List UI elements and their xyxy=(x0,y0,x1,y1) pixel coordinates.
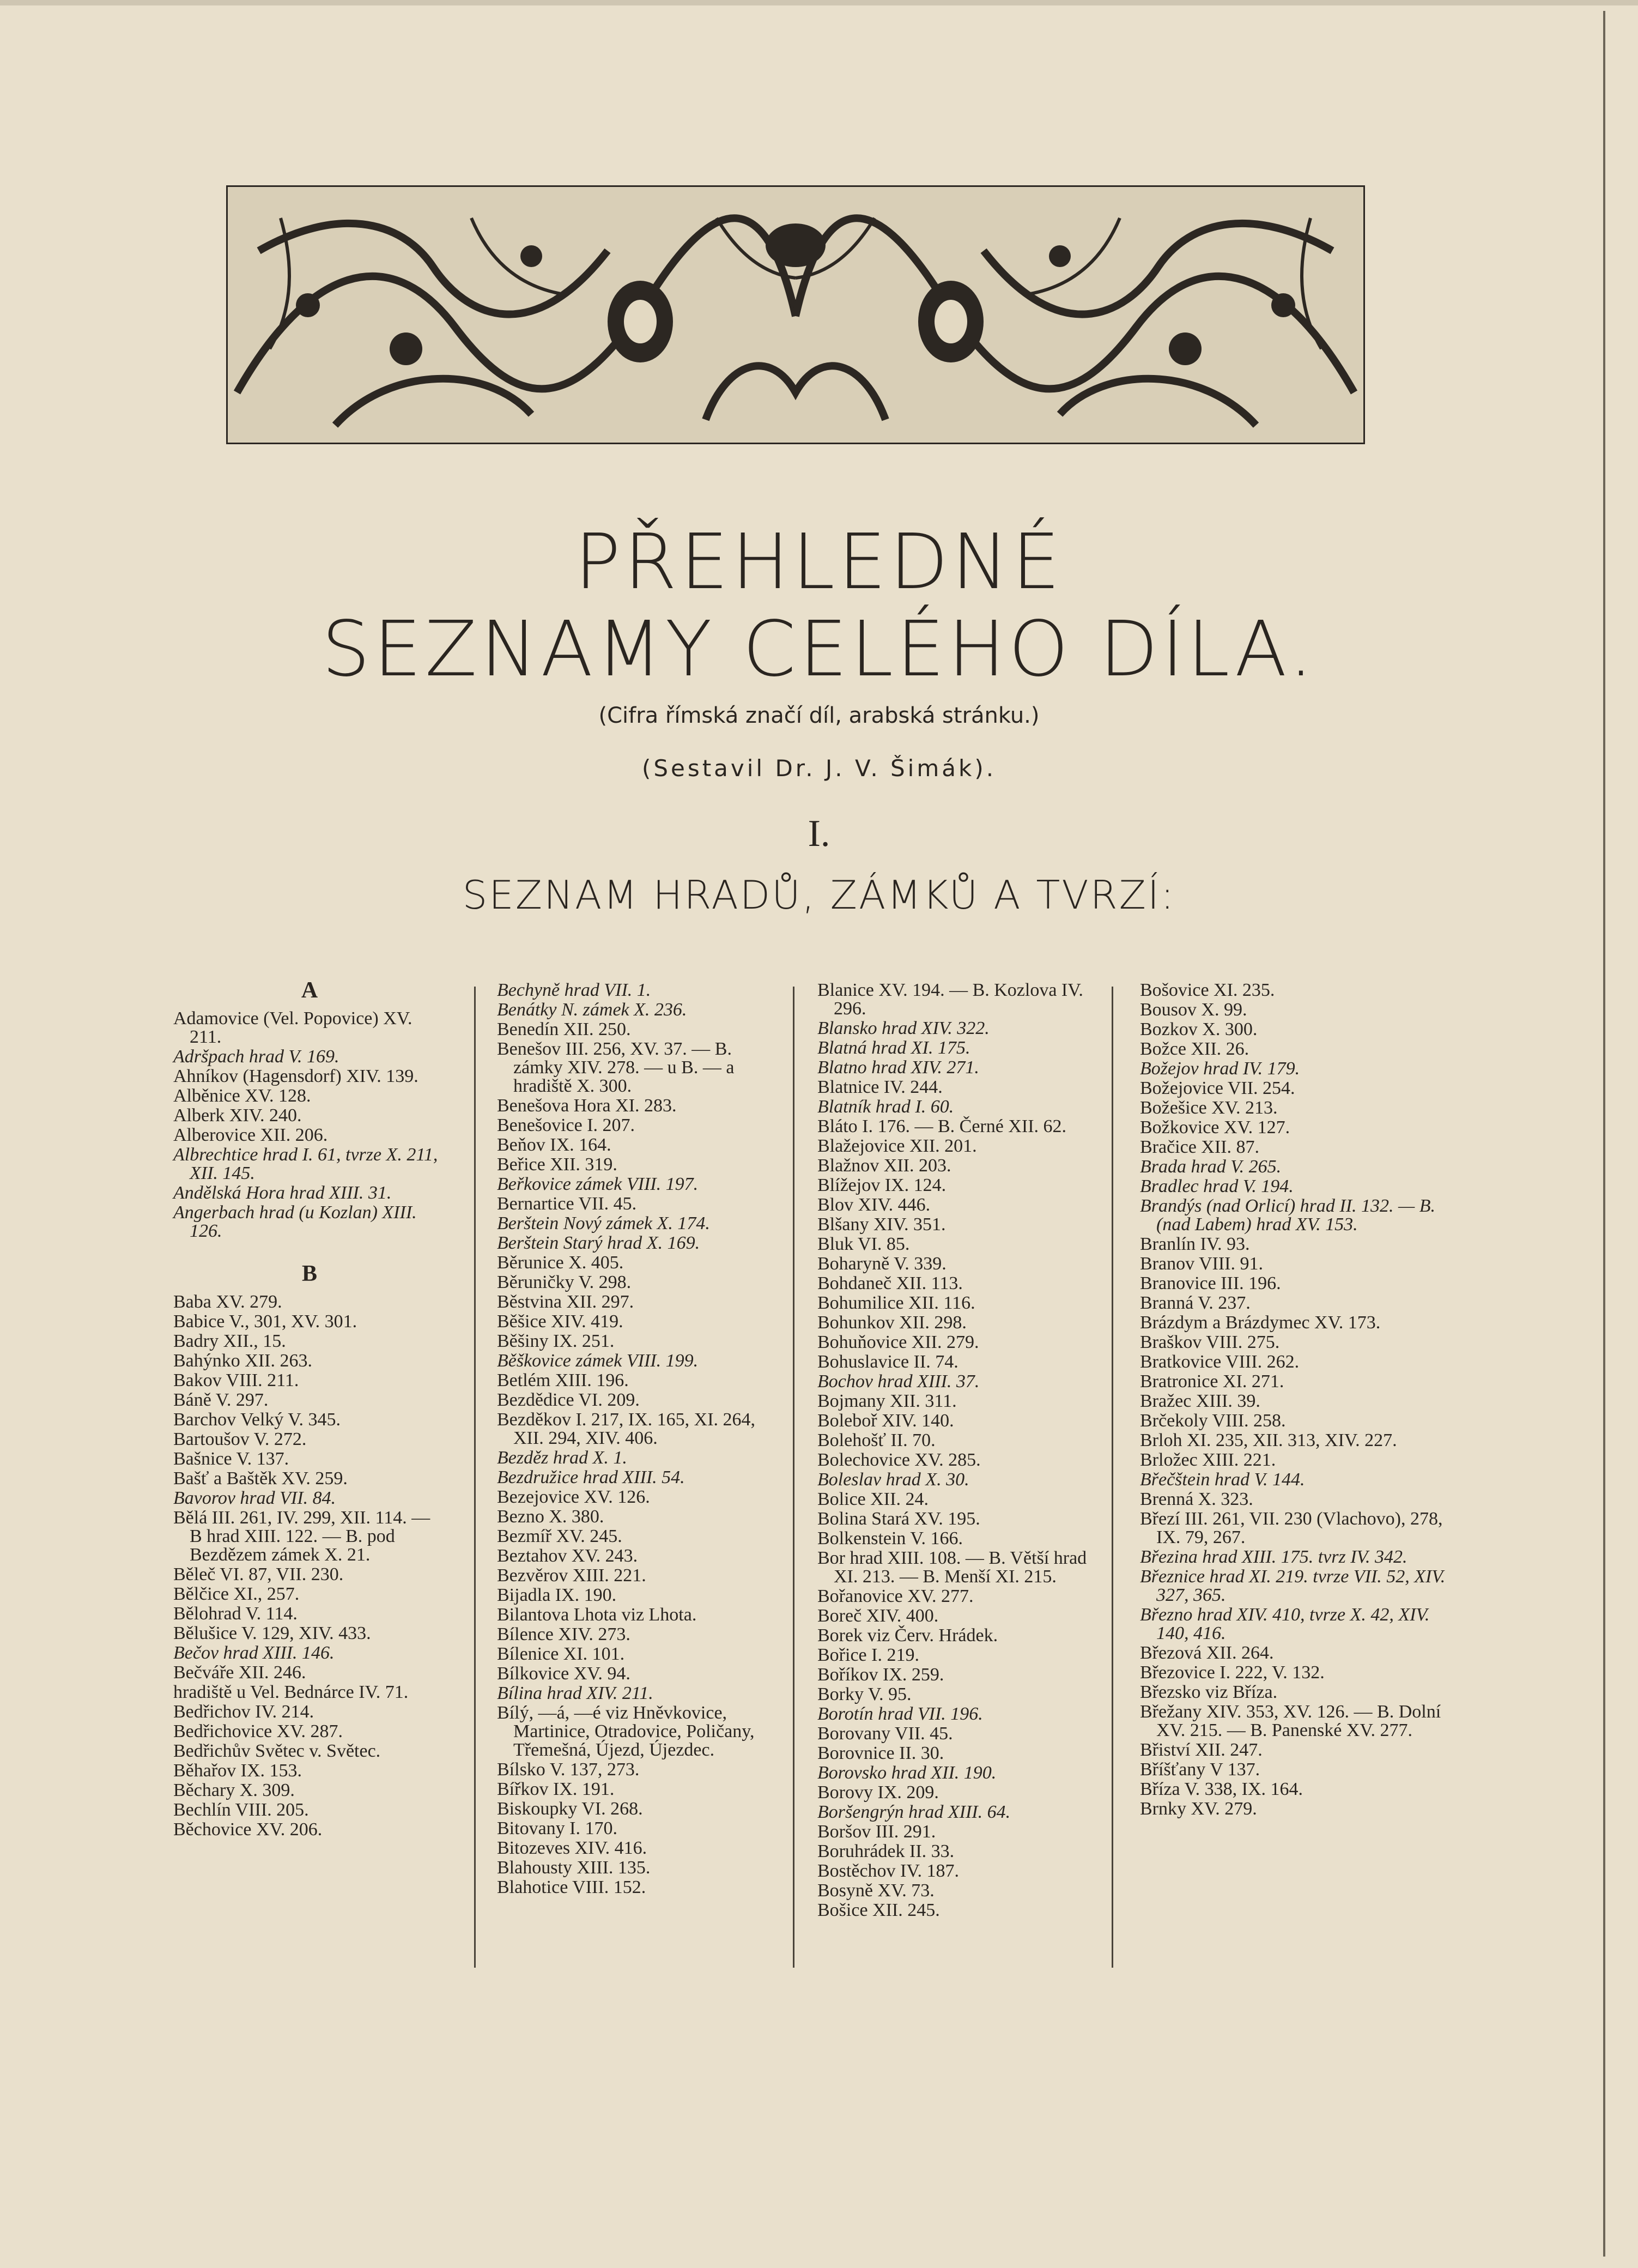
index-entry: Bozkov X. 300. xyxy=(1140,1019,1258,1039)
index-entry: Bílý, —á, —é viz Hněvkovice, Martinice, Otradovice, Poličany, Třemešná, Újezd, Újezdec. xyxy=(497,1703,755,1760)
index-entry: Běchovice XV. 206. xyxy=(173,1819,323,1840)
index-entry: Bohunkov XII. 298. xyxy=(817,1313,967,1333)
index-entry: Bečov hrad XIII. 146. xyxy=(173,1643,335,1663)
index-entry: Brčekoly VIII. 258. xyxy=(1140,1411,1286,1431)
index-entry: Benešova Hora XI. 283. xyxy=(497,1096,677,1116)
index-entry: Babice V., 301, XV. 301. xyxy=(173,1311,357,1332)
index-entry: Beztahov XV. 243. xyxy=(497,1546,638,1566)
top-edge xyxy=(0,0,1638,5)
index-entry: Blšany XIV. 351. xyxy=(817,1214,946,1235)
index-entry: Benešovice I. 207. xyxy=(497,1115,635,1135)
index-entry: Běšice XIV. 419. xyxy=(497,1311,623,1332)
index-entry: Běchary X. 309. xyxy=(173,1780,295,1800)
index-entry: Albrechtice hrad I. 61, tvrze X. 211, XII. 145. xyxy=(173,1145,438,1183)
index-entry: Břežany XIV. 353, XV. 126. — B. Dolní XV. 215. — B. Panenské XV. 277. xyxy=(1140,1702,1441,1740)
index-column-2 xyxy=(497,981,769,1898)
index-entry: Badry XII., 15. xyxy=(173,1331,286,1351)
index-entry: Bílence XIV. 273. xyxy=(497,1624,630,1644)
index-entry: Blatnice IV. 244. xyxy=(817,1077,943,1097)
index-entry: Borovsko hrad XII. 190. xyxy=(817,1763,997,1783)
index-entry: Bousov X. 99. xyxy=(1140,1000,1247,1020)
index-entry: Berštein Starý hrad X. 169. xyxy=(497,1233,700,1253)
index-entry: Bohumilice XII. 116. xyxy=(817,1293,975,1313)
index-entry: Bratronice XI. 271. xyxy=(1140,1371,1284,1392)
index-entry: Beřice XII. 319. xyxy=(497,1154,617,1175)
index-entry: Bedřichovice XV. 287. xyxy=(173,1721,343,1741)
index-entry: Bříšťany V 137. xyxy=(1140,1759,1260,1780)
index-entry: Bilantova Lhota viz Lhota. xyxy=(497,1605,697,1625)
index-entry: Bezejovice XV. 126. xyxy=(497,1487,650,1507)
index-entry: Beřkovice zámek VIII. 197. xyxy=(497,1174,699,1194)
index-entry: Brada hrad V. 265. xyxy=(1140,1157,1282,1177)
index-entry: Bezno X. 380. xyxy=(497,1507,604,1527)
index-entry: Boršov III. 291. xyxy=(817,1822,936,1842)
index-entry: Baba XV. 279. xyxy=(173,1292,282,1312)
index-entry: Bělohrad V. 114. xyxy=(173,1604,298,1624)
index-entry: Alberovice XII. 206. xyxy=(173,1125,328,1145)
index-entry: Bělušice V. 129, XIV. 433. xyxy=(173,1623,371,1643)
section-heading: SEZNAM HRADŮ, ZÁMKŮ A TVRZÍ: xyxy=(462,872,1176,918)
index-entry: Běrunice X. 405. xyxy=(497,1253,624,1273)
index-entry: Březno hrad XIV. 410, tvrze X. 42, XIV. 140, 416. xyxy=(1140,1605,1430,1643)
index-entry: Blatník hrad I. 60. xyxy=(817,1097,954,1117)
subtitle-author: (Sestavil Dr. J. V. Šimák). xyxy=(641,755,997,782)
index-entry: Bijadla IX. 190. xyxy=(497,1585,617,1605)
index-entry: Alberk XIV. 240. xyxy=(173,1105,302,1126)
index-entry: Brenná X. 323. xyxy=(1140,1489,1253,1509)
index-entry: Alběnice XV. 128. xyxy=(173,1086,311,1106)
index-entry: Benátky N. zámek X. 236. xyxy=(497,1000,687,1020)
index-entry: Bechyně hrad VII. 1. xyxy=(497,980,651,1000)
index-entry: Bílina hrad XIV. 211. xyxy=(497,1683,653,1703)
index-entry: Bernartice VII. 45. xyxy=(497,1194,637,1214)
index-entry: Angerbach hrad (u Kozlan) XIII. 126. xyxy=(173,1202,417,1241)
index-entry: Bořice I. 219. xyxy=(817,1645,919,1665)
index-entry: Bedřichov IV. 214. xyxy=(173,1702,314,1722)
index-entry: Bakov VIII. 211. xyxy=(173,1370,299,1390)
index-entry: Bartoušov V. 272. xyxy=(173,1429,307,1449)
index-entry: Boršengrýn hrad XIII. 64. xyxy=(817,1802,1011,1822)
index-entry: Blažnov XII. 203. xyxy=(817,1156,951,1176)
index-entry: Blov XIV. 446. xyxy=(817,1195,931,1215)
index-entry: Blížejov IX. 124. xyxy=(817,1175,947,1195)
index-entry: Březí III. 261, VII. 230 (Vlachovo), 278, IX. 79, 267. xyxy=(1140,1509,1443,1547)
index-entry: Bostěchov IV. 187. xyxy=(817,1861,960,1881)
index-entry: Bohdaneč XII. 113. xyxy=(817,1273,963,1293)
index-entry: Blatná hrad XI. 175. xyxy=(817,1038,970,1058)
index-entry: Brnky XV. 279. xyxy=(1140,1799,1257,1819)
index-entry: Božešice XV. 213. xyxy=(1140,1098,1278,1118)
column-divider xyxy=(474,987,476,1968)
index-entry: Adršpach hrad V. 169. xyxy=(173,1047,339,1067)
index-column-1 xyxy=(173,978,446,1840)
index-entry: Bosyně XV. 73. xyxy=(817,1880,935,1901)
index-entry: Bořanovice XV. 277. xyxy=(817,1586,974,1606)
index-entry: Bradlec hrad V. 194. xyxy=(1140,1176,1294,1196)
index-entry: Božkovice XV. 127. xyxy=(1140,1117,1290,1138)
index-entry: Bolina Stará XV. 195. xyxy=(817,1509,980,1529)
index-entry: Báně V. 297. xyxy=(173,1390,269,1410)
index-entry: Bošice XII. 245. xyxy=(817,1900,940,1920)
index-entry: Božejovice VII. 254. xyxy=(1140,1078,1295,1098)
index-entry: Boreč XIV. 400. xyxy=(817,1606,939,1626)
index-entry: Bohuslavice II. 74. xyxy=(817,1352,958,1372)
index-entry: Bahýnko XII. 263. xyxy=(173,1351,312,1371)
index-entry: Běšiny IX. 251. xyxy=(497,1331,615,1351)
index-entry: Boleboř XIV. 140. xyxy=(817,1411,954,1431)
index-entry: Bošovice XI. 235. xyxy=(1140,980,1275,1000)
index-entry: Andělská Hora hrad XIII. 31. xyxy=(173,1183,392,1203)
index-entry: Břiství XII. 247. xyxy=(1140,1740,1263,1760)
letter-heading: A xyxy=(301,978,318,1003)
index-entry: hradiště u Vel. Bednárce IV. 71. xyxy=(173,1682,409,1702)
index-entry: Brandýs (nad Orlicí) hrad II. 132. — B. (nad Labem) hrad XV. 153. xyxy=(1140,1196,1436,1235)
index-entry: Bratkovice VIII. 262. xyxy=(1140,1352,1300,1372)
index-entry: Bílenice XI. 101. xyxy=(497,1644,625,1664)
index-entry: Blažejovice XII. 201. xyxy=(817,1136,977,1156)
index-entry: Běhařov IX. 153. xyxy=(173,1761,302,1781)
index-entry: Branov VIII. 91. xyxy=(1140,1254,1263,1274)
index-entry: Branná V. 237. xyxy=(1140,1293,1251,1313)
index-entry: Barchov Velký V. 345. xyxy=(173,1410,341,1430)
index-entry: Blanice XV. 194. — B. Kozlova IV. 296. xyxy=(817,980,1083,1019)
index-entry: Brloh XI. 235, XII. 313, XIV. 227. xyxy=(1140,1430,1397,1450)
index-entry: Berštein Nový zámek X. 174. xyxy=(497,1213,710,1233)
index-entry: Bolechovice XV. 285. xyxy=(817,1450,981,1470)
index-entry: Bračice XII. 87. xyxy=(1140,1137,1260,1157)
index-entry: Běškovice zámek VIII. 199. xyxy=(497,1351,699,1371)
index-entry: Božce XII. 26. xyxy=(1140,1039,1249,1059)
index-entry: Bílsko V. 137, 273. xyxy=(497,1759,640,1780)
index-entry: Běruničky V. 298. xyxy=(497,1272,632,1292)
index-entry: Bříza V. 338, IX. 164. xyxy=(1140,1779,1303,1799)
index-entry: Bezvěrov XIII. 221. xyxy=(497,1565,646,1586)
index-entry: Borovnice II. 30. xyxy=(817,1743,944,1763)
index-entry: Bělá III. 261, IV. 299, XII. 114. — B hrad XIII. 122. — B. pod Bezdězem zámek X. 21. xyxy=(173,1508,430,1565)
index-entry: Boleslav hrad X. 30. xyxy=(817,1469,969,1490)
index-entry: Běstvina XII. 297. xyxy=(497,1292,634,1312)
index-entry: Bechlín VIII. 205. xyxy=(173,1800,309,1820)
index-entry: Březina hrad XIII. 175. tvrz IV. 342. xyxy=(1140,1547,1408,1567)
index-entry: Bezděz hrad X. 1. xyxy=(497,1448,627,1468)
index-entry: Bláto I. 176. — B. Černé XII. 62. xyxy=(817,1116,1067,1136)
section-number: I. xyxy=(808,813,830,855)
column-divider xyxy=(1112,987,1113,1968)
index-entry: Braškov VIII. 275. xyxy=(1140,1332,1280,1352)
index-column-4 xyxy=(1140,981,1451,1819)
index-entry: Bitovany I. 170. xyxy=(497,1818,617,1838)
index-entry: Betlém XIII. 196. xyxy=(497,1370,629,1390)
index-entry: Březová XII. 264. xyxy=(1140,1643,1274,1663)
index-entry: Březsko viz Bříza. xyxy=(1140,1682,1278,1702)
index-entry: Ahníkov (Hagensdorf) XIV. 139. xyxy=(173,1066,418,1086)
index-entry: Bojmany XII. 311. xyxy=(817,1391,957,1411)
index-entry: Bašť a Baštěk XV. 259. xyxy=(173,1468,348,1489)
index-entry: Bezdružice hrad XIII. 54. xyxy=(497,1467,685,1487)
index-entry: Branovice III. 196. xyxy=(1140,1273,1281,1293)
index-entry: Blahousty XIII. 135. xyxy=(497,1858,651,1878)
index-entry: Borovy IX. 209. xyxy=(817,1782,939,1803)
index-entry: Březnice hrad XI. 219. tvrze VII. 52, XIV. 327, 365. xyxy=(1140,1567,1446,1605)
index-entry: Bolice XII. 24. xyxy=(817,1489,929,1509)
index-entry: Borky V. 95. xyxy=(817,1684,912,1704)
index-column-3 xyxy=(817,981,1090,1921)
letter-heading: B xyxy=(301,1261,317,1286)
index-entry: Bolehošť II. 70. xyxy=(817,1430,936,1450)
index-entry: Borovany VII. 45. xyxy=(817,1723,953,1744)
index-entry: Bezdědice VI. 209. xyxy=(497,1390,640,1410)
index-entry: Bavorov hrad VII. 84. xyxy=(173,1488,336,1508)
index-entry: Borotín hrad VII. 196. xyxy=(817,1704,983,1724)
index-entry: Boruhrádek II. 33. xyxy=(817,1841,955,1861)
index-entry: Bolkenstein V. 166. xyxy=(817,1528,963,1549)
index-entry: Bělčice XI., 257. xyxy=(173,1584,300,1604)
index-entry: Brložec XIII. 221. xyxy=(1140,1450,1276,1470)
index-entry: Bezděkov I. 217, IX. 165, XI. 264, XII. 294, XIV. 406. xyxy=(497,1410,756,1448)
index-entry: Bluk VI. 85. xyxy=(817,1234,910,1254)
index-entry: Bílkovice XV. 94. xyxy=(497,1664,630,1684)
index-entry: Bražec XIII. 39. xyxy=(1140,1391,1260,1411)
index-entry: Borek viz Červ. Hrádek. xyxy=(817,1625,998,1646)
binding-edge xyxy=(1603,11,1605,2257)
index-entry: Biskoupky VI. 268. xyxy=(497,1799,643,1819)
index-entry: Božejov hrad IV. 179. xyxy=(1140,1059,1300,1079)
index-entry: Beňov IX. 164. xyxy=(497,1135,611,1155)
index-entry: Běleč VI. 87, VII. 230. xyxy=(173,1564,344,1584)
index-entry: Adamovice (Vel. Popovice) XV. 211. xyxy=(173,1008,412,1047)
index-entry: Bedřichův Světec v. Světec. xyxy=(173,1741,381,1761)
index-entry: Boharyně V. 339. xyxy=(817,1254,947,1274)
index-entry: Březovice I. 222, V. 132. xyxy=(1140,1662,1325,1683)
index-entry: Benešov III. 256, XV. 37. — B. zámky XIV. 278. — u B. — a hradiště X. 300. xyxy=(497,1039,735,1096)
index-entry: Bířkov IX. 191. xyxy=(497,1779,615,1799)
index-entry: Blansko hrad XIV. 322. xyxy=(817,1018,990,1038)
index-entry: Bochov hrad XIII. 37. xyxy=(817,1371,980,1392)
index-entry: Bohuňovice XII. 279. xyxy=(817,1332,979,1352)
index-entry: Bitozeves XIV. 416. xyxy=(497,1838,647,1858)
column-divider xyxy=(793,987,794,1968)
index-entry: Bezmíř XV. 245. xyxy=(497,1526,622,1546)
index-entry: Brázdym a Brázdymec XV. 173. xyxy=(1140,1313,1381,1333)
ornamental-header-image xyxy=(226,185,1365,444)
index-entry: Bašnice V. 137. xyxy=(173,1449,289,1469)
index-entry: Bor hrad XIII. 108. — B. Větší hrad XI. 213. — B. Menší XI. 215. xyxy=(817,1548,1087,1587)
index-entry: Blatno hrad XIV. 271. xyxy=(817,1057,979,1078)
index-entry: Branlín IV. 93. xyxy=(1140,1234,1250,1254)
subtitle-note: (Cifra římská značí díl, arabská stránku.) xyxy=(598,703,1040,728)
index-entry: Benedín XII. 250. xyxy=(497,1019,631,1039)
title-line-1: PŘEHLEDNÉ xyxy=(574,518,1064,607)
index-entry: Blahotice VIII. 152. xyxy=(497,1877,646,1897)
index-entry: Boříkov IX. 259. xyxy=(817,1665,944,1685)
index-entry: Břečštein hrad V. 144. xyxy=(1140,1469,1305,1490)
index-entry: Bečváře XII. 246. xyxy=(173,1662,306,1683)
title-line-2: SEZNAMY CELÉHO DÍLA. xyxy=(321,605,1317,694)
